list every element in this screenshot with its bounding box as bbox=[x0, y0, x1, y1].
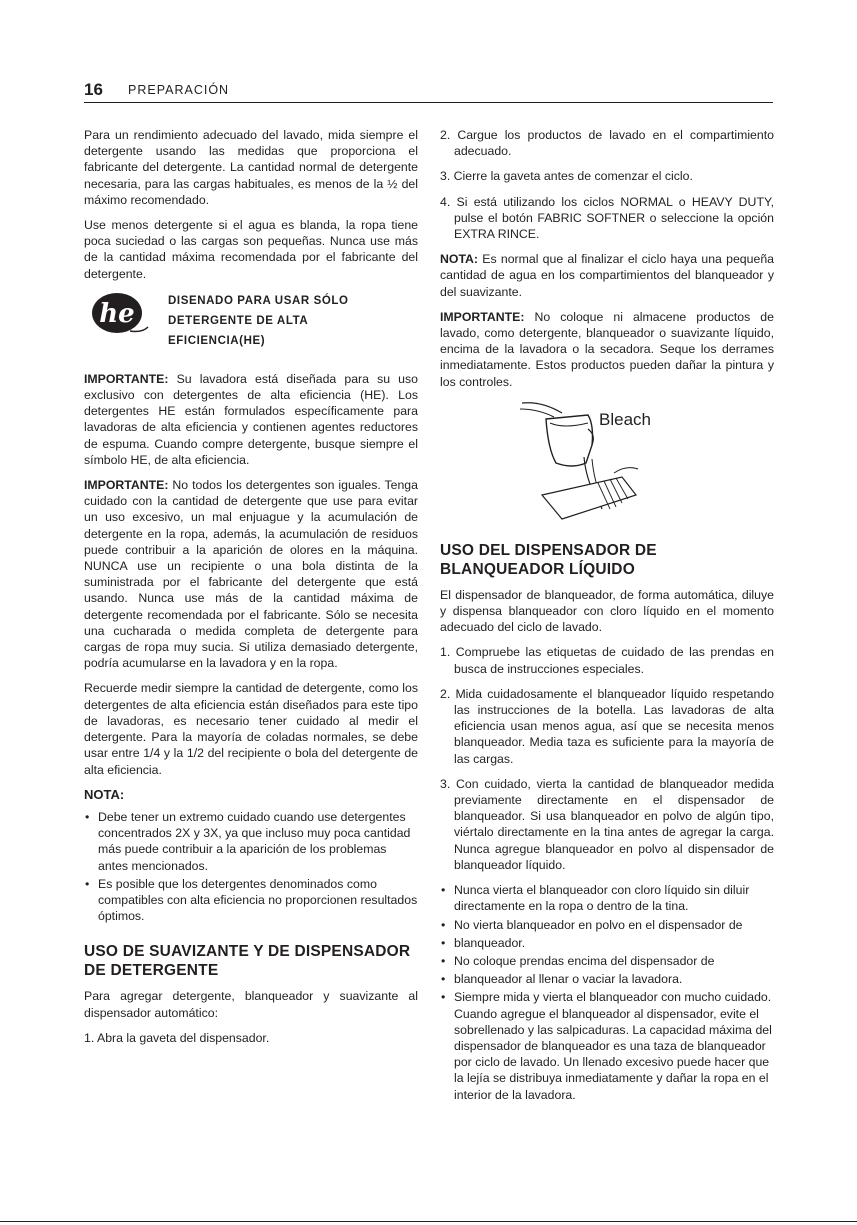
step-item: 1. Compruebe las etiquetas de cuidado de las prendas en busca de instrucciones especiales. bbox=[440, 645, 774, 676]
he-notice-text: DISENADO PARA USAR SÓLO DETERGENTE DE ALTA EFICIENCIA(HE) bbox=[168, 294, 349, 347]
he-logo-icon bbox=[90, 291, 150, 335]
bullet-item: • blanqueador. bbox=[440, 935, 774, 951]
paragraph: Para un rendimiento adecuado del lavado, mida siempre el detergente usando las medidas que proporciona el fabricante del detergente. La cantidad normal de detergente necesaria, para las cargas habituales, es menos de la ½ del máximo recomendado. bbox=[84, 128, 418, 207]
section-heading: USO DEL DISPENSADOR DE BLANQUEADOR LÍQUIDO bbox=[440, 541, 657, 578]
important-paragraph: IMPORTANTE: Su lavadora está diseñada para su uso exclusivo con detergentes de alta eficiencia (HE). Los detergentes HE están formulados específicamente para lavadoras de alta eficiencia y contienen agentes reductores de espuma. Cuando compre detergente, busque siempre el símbolo HE, de alta eficiencia. bbox=[84, 371, 418, 467]
important-label: IMPORTANTE: bbox=[84, 371, 169, 386]
bullet-item: • No coloque prendas encima del dispensador de bbox=[440, 953, 774, 969]
important-label: IMPORTANTE: bbox=[440, 309, 525, 324]
paragraph: Para agregar detergente, blanqueador y suavizante al dispensador automático: bbox=[84, 989, 418, 1020]
note-label: NOTA: bbox=[440, 252, 479, 267]
note-bullet: • Debe tener un extremo cuidado cuando use detergentes concentrados 2X y 3X, ya que incluso muy poca cantidad más puede contribuir a la aparición de los problemas antes mencionados. bbox=[84, 809, 418, 874]
note-paragraph: NOTA: Es normal que al finalizar el ciclo haya una pequeña cantidad de agua en los compartimientos del blanqueador y del suavizante. bbox=[440, 252, 774, 299]
step-item: 2. Cargue los productos de lavado en el compartimiento adecuado. bbox=[440, 128, 774, 159]
section-title: PREPARACIÓN bbox=[128, 83, 230, 97]
step-item: 3. Cierre la gaveta antes de comenzar el ciclo. bbox=[440, 169, 693, 184]
bleach-label: Bleach bbox=[599, 409, 651, 429]
bullet-item: • Siempre mida y vierta el blanqueador con mucho cuidado. Cuando agregue el blanqueador al dispensador, evite el sobrellenado y las salpicaduras. La capacidad máxima del dispensador de blanqueador es una taza de blanqueador por ciclo de lavado. Un llenado excesivo puede hacer que la lejía se distribuya inmediatamente y dañar la ropa en el interior de la lavadora. bbox=[440, 989, 774, 1102]
right-column bbox=[440, 127, 774, 1105]
important-paragraph: IMPORTANTE: No coloque ni almacene productos de lavado, como detergente, blanqueador o suavizante líquido, encima de la lavadora o la secadora. Seque los derrames inmediatamente. Estos productos pueden dañar la pintura y los controles. bbox=[440, 309, 774, 389]
section-heading: USO DE SUAVIZANTE Y DE DISPENSADOR DE DETERGENTE bbox=[84, 943, 411, 980]
important-paragraph: IMPORTANTE: No todos los detergentes son iguales. Tenga cuidado con la cantidad de detergente que use para evitar un uso excesivo, un mal enjuague y la acumulación de detergente en la ropa, además, la acumulación de residuos puede contribuir a la aparición de olores en la máquina. NUNCA use un recipiente o una bola distinta de la suministrada por el fabricante del detergente que está usando. Nunca use más de la cantidad máxima de detergente recomendada por el fabricante. Sólo se necesita una cucharada o medida completa de detergente para cargas de ropa muy sucia. Si utiliza demasiado detergente, podría acumularse en la lavadora y en la ropa. bbox=[84, 478, 418, 671]
paragraph: El dispensador de blanqueador, de forma automática, diluye y dispensa blanqueador con cloro líquido en el momento adecuado del ciclo de lavado. bbox=[440, 587, 774, 635]
step-item: 1. Abra la gaveta del dispensador. bbox=[84, 1030, 270, 1045]
bullet-item: • blanqueador al llenar o vaciar la lavadora. bbox=[440, 971, 774, 987]
bleach-illustration bbox=[440, 399, 774, 523]
bullet-item: • Nunca vierta el blanqueador con cloro líquido sin diluir directamente en la ropa o dentro de la tina. bbox=[440, 882, 774, 914]
paragraph: Use menos detergente si el agua es blanda, la ropa tiene poca suciedad o las cargas son pequeñas. Nunca use más de la cantidad máxima recomendada por el fabricante del detergente. bbox=[84, 218, 418, 281]
step-item: 4. Si está utilizando los ciclos NORMAL o HEAVY DUTY, pulse el botón FABRIC SOFTNER o seleccione la opción EXTRA RINCE. bbox=[440, 194, 774, 242]
important-label: IMPORTANTE: bbox=[84, 478, 169, 493]
note-bullet: • Es posible que los detergentes denominados como compatibles con alta eficiencia no proporcionen resultados óptimos. bbox=[84, 876, 418, 925]
page-header bbox=[84, 80, 773, 103]
svg-text:he: he bbox=[99, 298, 135, 329]
bottom-rule bbox=[0, 1221, 857, 1222]
step-item: 2. Mida cuidadosamente el blanqueador líquido respetando las instrucciones de la botella. Las lavadoras de alta eficiencia usan menos agua, así que se necesita menos blanqueador. Media taza es suficiente para la mayoría de las cargas. bbox=[440, 686, 774, 766]
note-heading: NOTA: bbox=[84, 786, 125, 802]
left-column bbox=[84, 127, 418, 1055]
paragraph: Recuerde medir siempre la cantidad de detergente, como los detergentes de alta eficiencia están diseñados para este tipo de lavadoras, es necesario tener cuidado al medir el detergente. Para la mayoría de coladas normales, se debe usar entre 1/4 y la 1/2 del recipiente o bola del detergente de alta eficiencia. bbox=[84, 681, 418, 777]
he-notice bbox=[84, 291, 418, 361]
page-number: 16 bbox=[84, 80, 103, 99]
bullet-item: • No vierta blanqueador en polvo en el dispensador de bbox=[440, 917, 774, 933]
step-item: 3. Con cuidado, vierta la cantidad de blanqueador medida previamente directamente en el dispensador de blanqueador. Si usa blanqueador en polvo de algún tipo, viértalo directamente en la tina antes de agregar la carga. Nunca agregue blanqueador en polvo al dispensador de blanqueador líquido. bbox=[440, 776, 774, 872]
